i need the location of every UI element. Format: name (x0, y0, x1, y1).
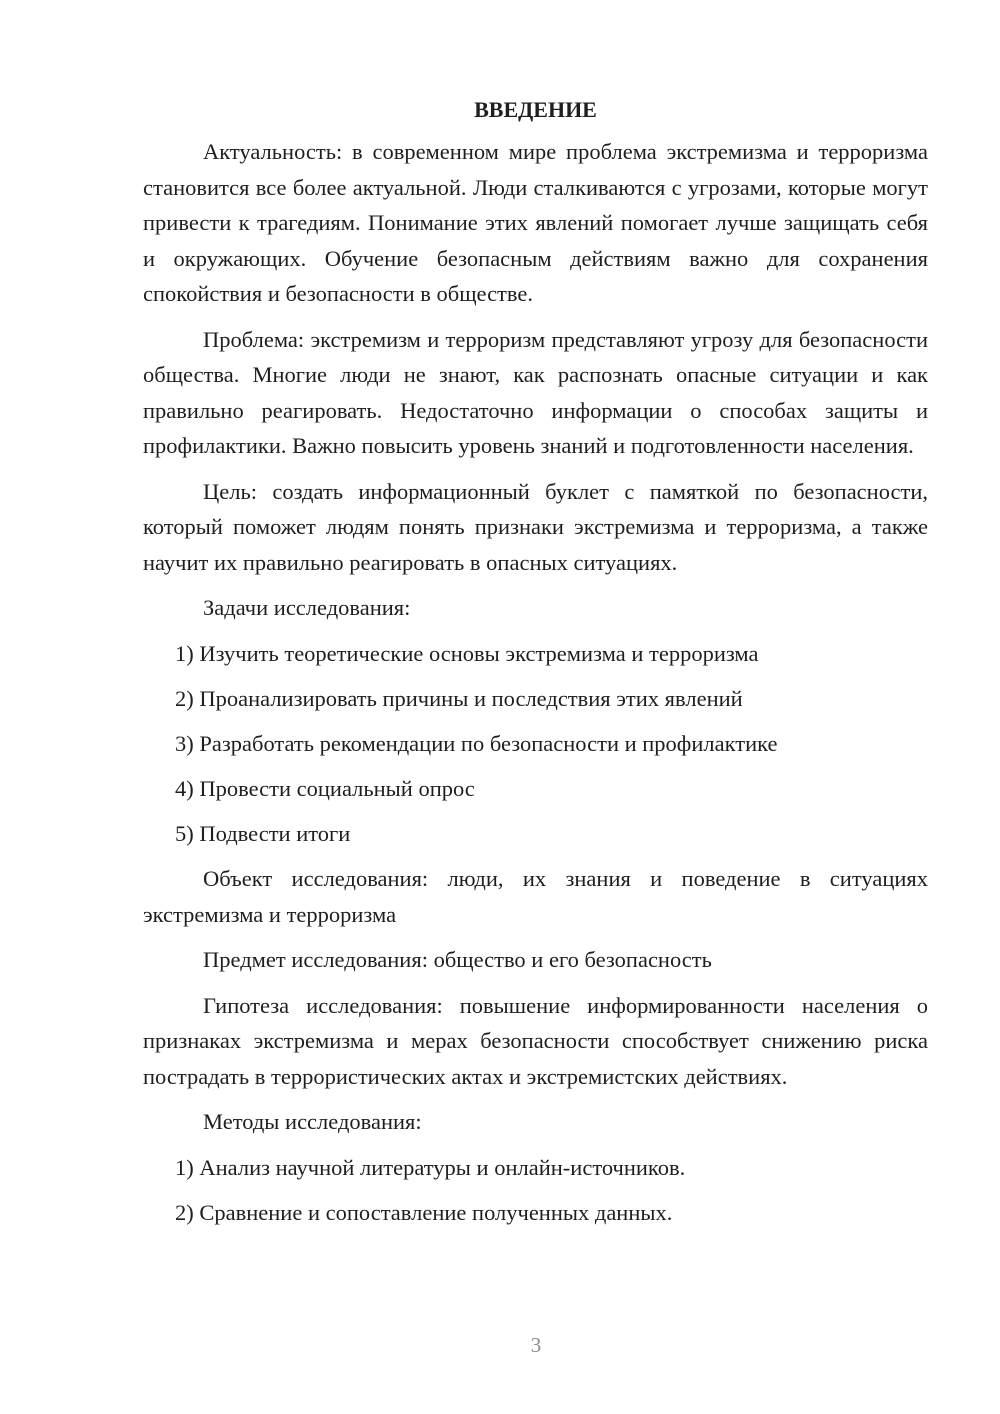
page-content (143, 92, 928, 1240)
methods-list (143, 1150, 928, 1231)
list-item: 2) Сравнение и сопоставление полученных данных. (175, 1199, 673, 1225)
problem-paragraph: Проблема: экстремизм и терроризм представляют угрозу для безопасности общества. Многие люди не знают, как распознать опасные ситуации и как правильно реагировать. Недостаточно информации о способах защиты и профилактики. Важно повысить уровень знаний и подготовленности населения. (143, 326, 928, 458)
goal-paragraph: Цель: создать информационный буклет с памяткой по безопасности, который поможет людям понять признаки экстремизма и терроризма, а также научит их правильно реагировать в опасных ситуациях. (143, 478, 928, 575)
page-number: 3 (530, 1333, 542, 1357)
tasks-heading: Задачи исследования: (203, 595, 411, 620)
page-title: ВВЕДЕНИЕ (474, 97, 597, 122)
list-item: 1) Анализ научной литературы и онлайн-источников. (175, 1154, 686, 1180)
list-item: 5) Подвести итоги (175, 820, 351, 846)
list-item: 4) Провести социальный опрос (175, 775, 475, 801)
relevance-paragraph: Актуальность: в современном мире проблема экстремизма и терроризма становится все более актуальной. Люди сталкиваются с угрозами, которые могут привести к трагедиям. Понимание этих явлений помогает лучше защищать себя и окружающих. Обучение безопасным действиям важно для сохранения спокойствия и безопасности в обществе. (143, 139, 928, 306)
list-item: 2) Проанализировать причины и последствия этих явлений (175, 685, 743, 711)
subject-paragraph: Предмет исследования: общество и его безопасность (203, 947, 712, 973)
list-item: 3) Разработать рекомендации по безопасности и профилактике (175, 730, 778, 756)
object-paragraph: Объект исследования: люди, их знания и поведение в ситуациях экстремизма и терроризма (143, 866, 928, 927)
hypothesis-paragraph: Гипотеза исследования: повышение информированности населения о признаках экстремизма и мерах безопасности способствует снижению риска пострадать в террористических актах и экстремистских действиях. (143, 992, 928, 1089)
methods-heading: Методы исследования: (203, 1109, 422, 1135)
list-item: 1) Изучить теоретические основы экстремизма и терроризма (175, 640, 759, 666)
tasks-list (143, 636, 928, 852)
